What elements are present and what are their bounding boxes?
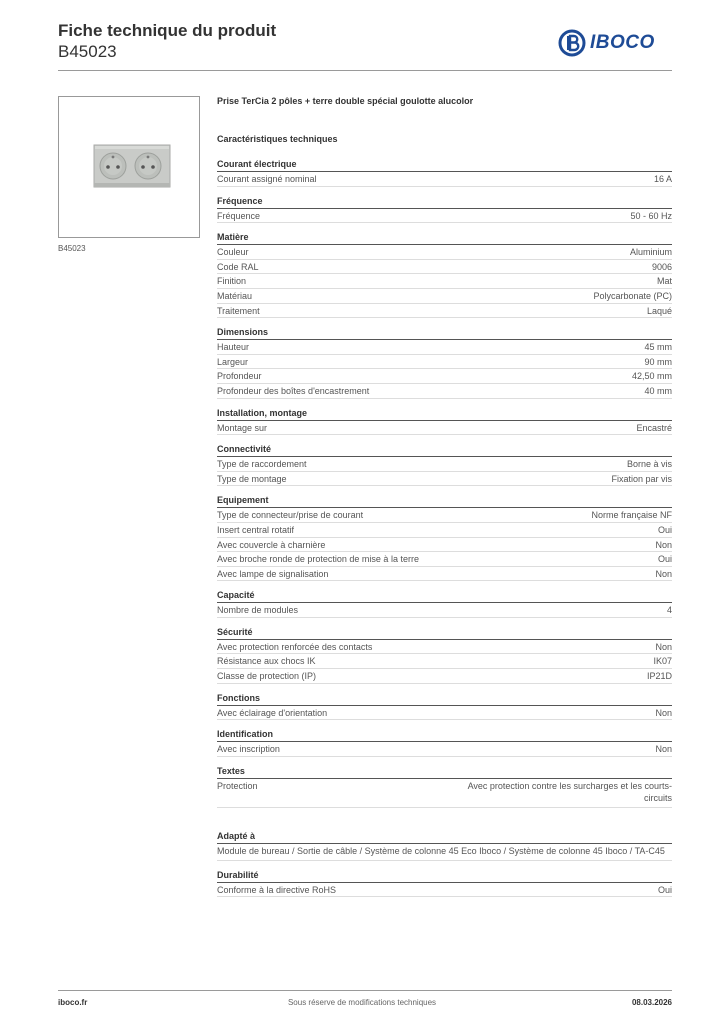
spec-label: Conforme à la directive RoHS [217, 884, 337, 895]
spec-value: Mat [656, 276, 672, 287]
spec-value: IP21D [646, 671, 672, 682]
spec-label: Avec couvercle à charnière [217, 539, 326, 550]
footer-notice: Sous réserve de modifications techniques [287, 998, 437, 1007]
spec-row [217, 508, 672, 523]
spec-value: Laqué [646, 305, 672, 316]
spec-value: Encastré [636, 422, 672, 433]
spec-label: Avec éclairage d'orientation [217, 707, 328, 718]
spec-row [217, 654, 672, 669]
spec-group [217, 231, 672, 318]
spec-value: Norme française NF [591, 510, 672, 521]
spec-value: Non [655, 744, 672, 755]
spec-row [217, 779, 672, 808]
spec-label: Protection [217, 780, 258, 791]
spec-label: Courant assigné nominal [217, 174, 317, 184]
spec-row [217, 552, 672, 567]
spec-row [217, 304, 672, 319]
spec-label: Avec inscription [217, 744, 280, 755]
product-image [58, 96, 200, 238]
spec-value: 40 mm [644, 385, 672, 396]
spec-label: Résistance aux chocs IK [217, 656, 316, 667]
spec-row [217, 457, 672, 472]
spec-group-title: Courant électrique [217, 158, 672, 172]
spec-row [217, 669, 672, 684]
spec-value: 9006 [651, 261, 672, 272]
spec-group [217, 765, 672, 808]
spec-value: Avec protection contre les surcharges et les courts-circuits [467, 780, 672, 803]
spec-group [217, 407, 672, 436]
spec-group-title: Textes [217, 765, 672, 779]
spec-value: Oui [657, 884, 672, 895]
product-title: Prise TerCia 2 pôles + terre double spécial goulotte alucolor [217, 96, 474, 106]
spec-row [217, 742, 672, 757]
footer-date: 08.03.2026 [631, 998, 672, 1007]
spec-label: Profondeur [217, 371, 262, 382]
iboco-logo-icon [558, 29, 586, 57]
spec-group [217, 158, 672, 187]
spec-label: Nombre de modules [217, 605, 299, 616]
spec-group [217, 589, 672, 618]
footer-divider [58, 990, 672, 991]
spec-label: Type de raccordement [217, 459, 307, 470]
header-divider [58, 70, 672, 71]
spec-group-title: Identification [217, 728, 672, 742]
spec-group [217, 626, 672, 684]
spec-row [217, 274, 672, 289]
spec-sheet [217, 96, 672, 905]
spec-label: Traitement [217, 305, 260, 316]
spec-label: Avec protection renforcée des contacts [217, 641, 373, 652]
footer-site: iboco.fr [58, 998, 88, 1007]
spec-label: Fréquence [217, 210, 261, 221]
spec-value: Non [655, 568, 672, 579]
adapted-text: Module de bureau / Sortie de câble / Système de colonne 45 Eco Iboco / Système de colonne 45 Iboco / TA-C45 [217, 844, 672, 861]
spec-row [217, 245, 672, 260]
spec-row [217, 384, 672, 399]
spec-value: Oui [657, 554, 672, 565]
spec-label: Hauteur [217, 342, 250, 353]
page-title: Fiche technique du produit [58, 21, 277, 40]
spec-label: Largeur [217, 356, 249, 367]
spec-value: 90 mm [644, 356, 672, 367]
spec-group [217, 728, 672, 757]
spec-group [217, 195, 672, 224]
spec-value: Borne à vis [626, 459, 672, 470]
adapted-section [217, 830, 672, 861]
spec-label: Code RAL [217, 261, 259, 272]
spec-group-title: Connectivité [217, 443, 672, 457]
spec-value: Oui [657, 524, 672, 535]
spec-row [217, 883, 672, 898]
image-caption: B45023 [58, 244, 86, 253]
spec-row [217, 340, 672, 355]
spec-group-title: Fonctions [217, 692, 672, 706]
spec-row [217, 421, 672, 436]
spec-groups [217, 158, 672, 808]
spec-row [217, 172, 672, 187]
spec-group-title: Installation, montage [217, 407, 672, 421]
iboco-logo [558, 28, 676, 58]
spec-label: Avec lampe de signalisation [217, 568, 329, 579]
spec-row [217, 472, 672, 487]
spec-label: Finition [217, 276, 247, 287]
spec-label: Matériau [217, 290, 253, 301]
spec-row [217, 260, 672, 275]
spec-group-title: Equipement [217, 494, 672, 508]
spec-row [217, 538, 672, 553]
spec-label: Classe de protection (IP) [217, 671, 317, 682]
spec-label: Couleur [217, 247, 249, 258]
durability-title: Durabilité [217, 869, 672, 883]
spec-label: Profondeur des boîtes d'encastrement [217, 385, 370, 396]
spec-group-title: Matière [217, 231, 672, 245]
page-header [58, 20, 276, 62]
spec-row [217, 603, 672, 618]
spec-value: 45 mm [644, 342, 672, 353]
spec-value: 16 A [653, 174, 672, 184]
spec-value: Non [655, 641, 672, 652]
spec-row [217, 369, 672, 384]
spec-value: Non [655, 707, 672, 718]
logo-text: IBOCO [590, 32, 655, 53]
spec-group-title: Dimensions [217, 326, 672, 340]
spec-value: 42,50 mm [631, 371, 672, 382]
spec-group-title: Sécurité [217, 626, 672, 640]
spec-group [217, 494, 672, 581]
durability-section [217, 869, 672, 898]
spec-label: Avec broche ronde de protection de mise à la terre [217, 554, 419, 565]
product-code: B45023 [58, 42, 117, 61]
spec-value: 50 - 60 Hz [630, 210, 672, 221]
characteristics-title: Caractéristiques techniques [217, 134, 338, 144]
spec-row [217, 523, 672, 538]
spec-label: Insert central rotatif [217, 524, 295, 535]
spec-row [217, 640, 672, 655]
spec-row [217, 289, 672, 304]
spec-value: IK07 [653, 656, 672, 667]
socket-illustration [59, 97, 199, 237]
spec-value: Fixation par vis [611, 473, 672, 484]
spec-group-title: Fréquence [217, 195, 672, 209]
spec-label: Montage sur [217, 422, 268, 433]
spec-label: Type de montage [217, 473, 287, 484]
spec-row [217, 706, 672, 721]
spec-row [217, 209, 672, 224]
spec-group [217, 443, 672, 486]
spec-row [217, 567, 672, 582]
spec-value: 4 [666, 605, 672, 616]
spec-value: Non [655, 539, 672, 550]
spec-row [217, 355, 672, 370]
spec-value: Polycarbonate (PC) [593, 290, 672, 301]
spec-group [217, 326, 672, 398]
spec-label: Type de connecteur/prise de courant [217, 510, 364, 521]
spec-value: Aluminium [629, 247, 672, 258]
spec-group [217, 692, 672, 721]
adapted-title: Adapté à [217, 830, 672, 844]
spec-group-title: Capacité [217, 589, 672, 603]
